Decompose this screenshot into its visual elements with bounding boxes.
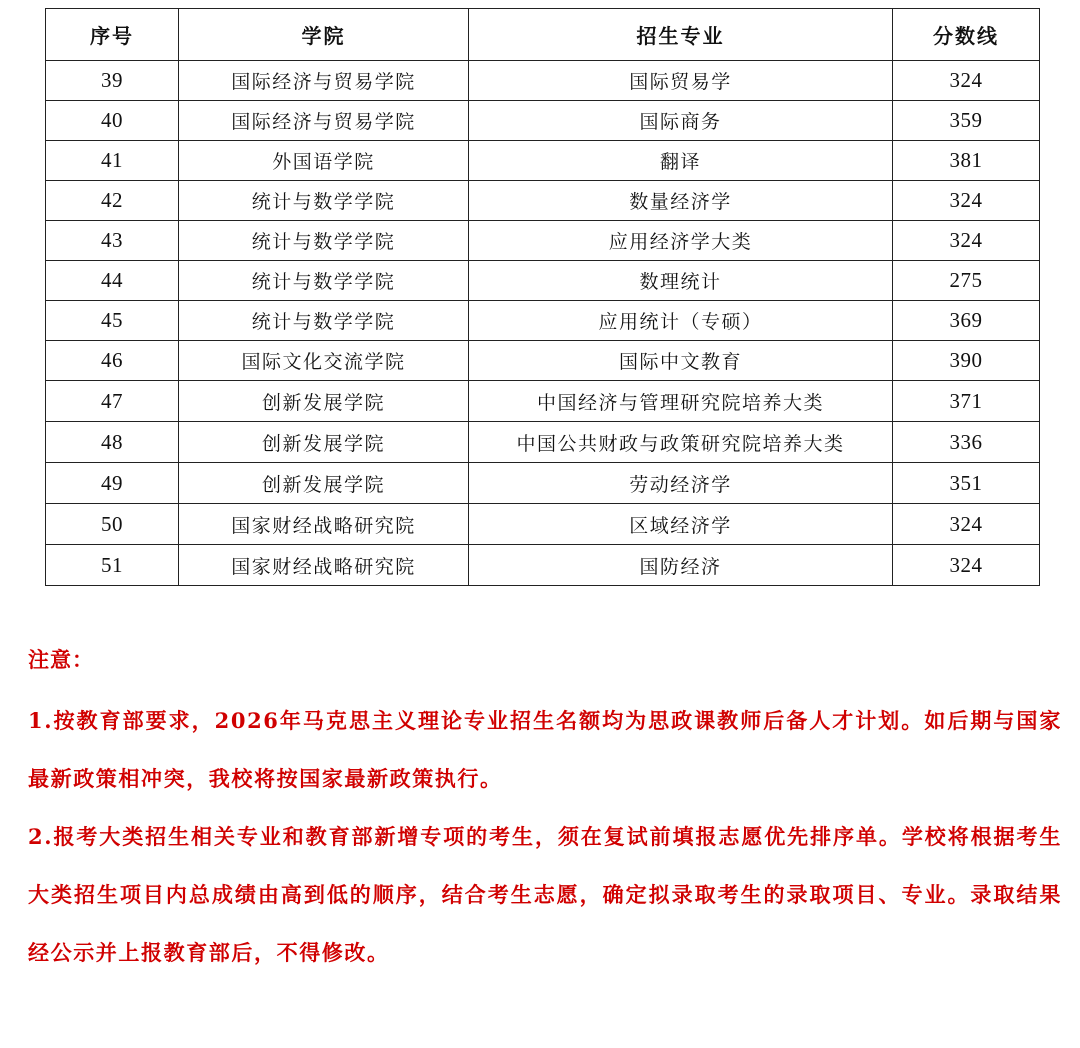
- cell-major: 应用统计（专硕）: [469, 301, 893, 341]
- table-row: [46, 463, 1040, 504]
- cell-index: 46: [46, 341, 179, 381]
- table-body: [46, 61, 1040, 586]
- cell-major: 中国公共财政与政策研究院培养大类: [469, 422, 893, 463]
- cell-major: 应用经济学大类: [469, 221, 893, 261]
- cell-index: 45: [46, 301, 179, 341]
- cell-score: 351: [893, 463, 1040, 504]
- cell-index: 48: [46, 422, 179, 463]
- cell-score: 324: [893, 545, 1040, 586]
- cell-college: 国家财经战略研究院: [179, 504, 469, 545]
- cell-major: 数理统计: [469, 261, 893, 301]
- notes-heading: 注意：: [28, 647, 94, 672]
- cell-college: 国家财经战略研究院: [179, 545, 469, 586]
- cell-college: 外国语学院: [179, 141, 469, 181]
- cell-score: 324: [893, 61, 1040, 101]
- cell-index: 51: [46, 545, 179, 586]
- cell-college: 创新发展学院: [179, 463, 469, 504]
- table-row: [46, 504, 1040, 545]
- cell-index: 47: [46, 381, 179, 422]
- cell-score: 371: [893, 381, 1040, 422]
- header-major: 招生专业: [469, 9, 893, 61]
- cell-score: 381: [893, 141, 1040, 181]
- table-row: [46, 181, 1040, 221]
- cell-college: 统计与数学学院: [179, 181, 469, 221]
- cell-major: 翻译: [469, 141, 893, 181]
- table-row: [46, 141, 1040, 181]
- score-table: [45, 8, 1040, 586]
- header-index: 序号: [46, 9, 179, 61]
- cell-college: 创新发展学院: [179, 381, 469, 422]
- table-row: [46, 381, 1040, 422]
- cell-index: 49: [46, 463, 179, 504]
- cell-major: 国际商务: [469, 101, 893, 141]
- cell-college: 国际文化交流学院: [179, 341, 469, 381]
- cell-college: 统计与数学学院: [179, 301, 469, 341]
- cell-index: 39: [46, 61, 179, 101]
- cell-major: 国际贸易学: [469, 61, 893, 101]
- table-row: [46, 422, 1040, 463]
- table-row: [46, 221, 1040, 261]
- cell-score: 390: [893, 341, 1040, 381]
- cell-college: 创新发展学院: [179, 422, 469, 463]
- cell-major: 劳动经济学: [469, 463, 893, 504]
- table-row: [46, 101, 1040, 141]
- cell-major: 中国经济与管理研究院培养大类: [469, 381, 893, 422]
- cell-index: 43: [46, 221, 179, 261]
- table-row: [46, 341, 1040, 381]
- cell-major: 区域经济学: [469, 504, 893, 545]
- note-item-1: 1.按教育部要求，2026年马克思主义理论专业招生名额均为思政课教师后备人才计划。如后期与国家最新政策相冲突，我校将按国家最新政策执行。: [28, 708, 1062, 791]
- notes-section: [28, 640, 1062, 982]
- table-row: [46, 545, 1040, 586]
- cell-score: 369: [893, 301, 1040, 341]
- cell-score: 336: [893, 422, 1040, 463]
- cell-college: 统计与数学学院: [179, 221, 469, 261]
- header-score: 分数线: [893, 9, 1040, 61]
- cell-college: 国际经济与贸易学院: [179, 101, 469, 141]
- cell-index: 41: [46, 141, 179, 181]
- header-college: 学院: [179, 9, 469, 61]
- cell-index: 50: [46, 504, 179, 545]
- cell-major: 数量经济学: [469, 181, 893, 221]
- table-row: [46, 261, 1040, 301]
- cell-score: 324: [893, 181, 1040, 221]
- table-header-row: [46, 9, 1040, 61]
- cell-score: 275: [893, 261, 1040, 301]
- cell-score: 359: [893, 101, 1040, 141]
- cell-major: 国际中文教育: [469, 341, 893, 381]
- cell-index: 44: [46, 261, 179, 301]
- cell-college: 统计与数学学院: [179, 261, 469, 301]
- table-row: [46, 61, 1040, 101]
- table-row: [46, 301, 1040, 341]
- cell-index: 42: [46, 181, 179, 221]
- cell-college: 国际经济与贸易学院: [179, 61, 469, 101]
- cell-score: 324: [893, 504, 1040, 545]
- note-item-2: 2.报考大类招生相关专业和教育部新增专项的考生，须在复试前填报志愿优先排序单。学校将根据考生大类招生项目内总成绩由高到低的顺序，结合考生志愿，确定拟录取考生的录取项目、专业。录取结果经公示并上报教育部后，不得修改。: [28, 824, 1062, 965]
- cell-index: 40: [46, 101, 179, 141]
- cell-major: 国防经济: [469, 545, 893, 586]
- cell-score: 324: [893, 221, 1040, 261]
